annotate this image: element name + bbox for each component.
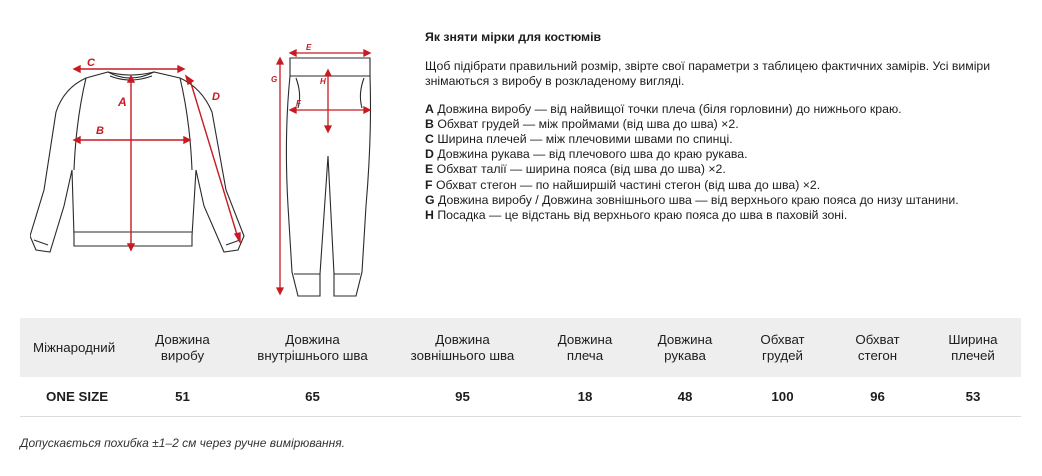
header-sleeve-length: Довжина рукава (657, 331, 713, 363)
table-cell: 53 (925, 377, 1021, 417)
table-cell: 65 (235, 377, 390, 417)
measurement-item-a: A Довжина виробу — від найвищої точки плеча (біля горловини) до нижнього краю. (425, 101, 902, 116)
pants-diagram (262, 36, 382, 300)
header-chest: Обхват грудей (760, 331, 805, 363)
measurement-item-c: C Ширина плечей — між плечовими швами по спинці. (425, 132, 733, 147)
tolerance-footnote: Допускається похибка ±1–2 см через ручне вимірювання. (20, 436, 345, 450)
header-shoulder-width: Ширина плечей (948, 331, 998, 363)
header-shoulder-length: Довжина плеча (557, 331, 613, 363)
measurement-item-g: G Довжина виробу / Довжина зовнішнього шва — від верхнього краю пояса до низу штанини. (425, 192, 959, 207)
table-cell: 18 (535, 377, 635, 417)
table-cell: 100 (735, 377, 830, 417)
label-g: G (271, 75, 278, 84)
header-inseam-length: Довжина внутрішнього шва (257, 331, 368, 363)
size-table (20, 318, 1021, 417)
label-c: C (87, 57, 95, 69)
header-hips: Обхват стегон (855, 331, 900, 363)
measurement-instructions (425, 30, 1025, 223)
measurement-item-f: F Обхват стегон — по найширшій частині стегон (від шва до шва) ×2. (425, 177, 821, 192)
label-a: A (118, 95, 127, 109)
label-d: D (212, 91, 220, 103)
table-cell: 96 (830, 377, 925, 417)
measurement-item-e: E Обхват талії — ширина пояса (від шва до шва) ×2. (425, 162, 726, 177)
table-header-row (20, 318, 1021, 377)
measurement-item-h: H Посадка — це відстань від верхнього краю пояса до шва в паховій зоні. (425, 208, 848, 223)
header-international: Міжнародний (33, 339, 116, 355)
label-f: F (296, 99, 301, 108)
table-cell: 51 (130, 377, 235, 417)
measurement-item-b: B Обхват грудей — між проймами (від шва до шва) ×2. (425, 116, 739, 131)
label-e: E (306, 43, 312, 52)
measurement-list (425, 102, 1025, 224)
instructions-intro: Щоб підібрати правильний розмір, звірте свої параметри з таблицею фактичних замірів. Усі виміри знімаються з виробу в розкладеному вигляді. (425, 59, 991, 89)
measurement-illustrations (0, 0, 410, 310)
table-cell: 48 (635, 377, 735, 417)
header-item-length: Довжина виробу (155, 331, 210, 363)
label-h: H (320, 77, 326, 86)
table-cell: 95 (390, 377, 535, 417)
header-outseam-length: Довжина зовнішнього шва (410, 331, 515, 363)
label-b: B (96, 125, 104, 137)
table-cell-size: ONE SIZE (20, 377, 130, 417)
instructions-title: Як зняти мірки для костюмів (425, 30, 602, 44)
table-row (20, 377, 1021, 417)
sweatshirt-diagram (30, 40, 250, 300)
measurement-item-d: D Довжина рукава — від плечового шва до краю рукава. (425, 147, 748, 162)
